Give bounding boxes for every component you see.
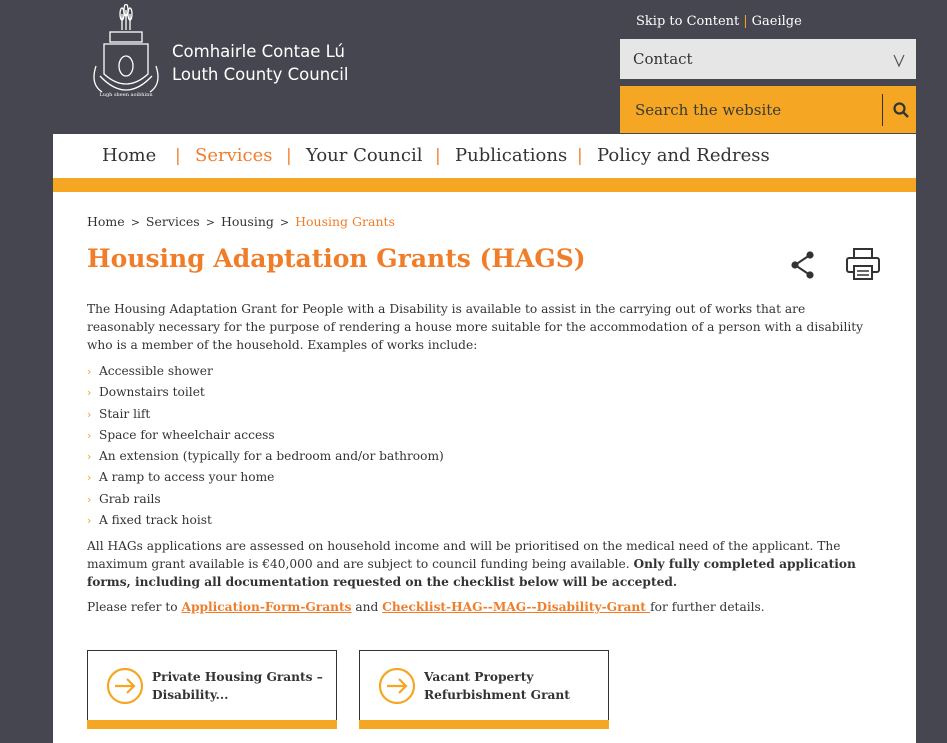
contact-label: Contact (633, 50, 693, 68)
works-list (87, 361, 867, 531)
gaeilge-link[interactable]: Gaeilge (751, 14, 802, 29)
list-item: › An extension (typically for a bedroom and/or bathroom) (87, 446, 867, 467)
card-accent-bar (359, 720, 609, 729)
card-label: Private Housing Grants – Disability... (152, 670, 323, 702)
intro-paragraph: The Housing Adaptation Grant for People with a Disability is available to assist in the carrying out of works that are reasonably necessary for the purpose of rendering a house more suitable for the accommodation of a person with a disability who is a member of the household. Examples of works include: (87, 302, 864, 352)
council-name-english: Louth County Council (172, 65, 349, 84)
page-title: Housing Adaptation Grants (HAGS) (87, 244, 586, 273)
breadcrumb-separator: > (130, 216, 140, 229)
top-links-separator: | (743, 14, 748, 29)
private-housing-grants-card[interactable] (87, 650, 337, 729)
arrow-right-circle-icon (106, 667, 144, 705)
main-panel (53, 134, 916, 743)
nav-home[interactable]: Home (102, 145, 157, 166)
share-icon[interactable] (790, 250, 816, 280)
chevron-right-icon: › (87, 514, 92, 528)
nav-separator: | (577, 146, 583, 166)
vacant-property-grant-card[interactable] (359, 650, 609, 729)
breadcrumb-current: Housing Grants (295, 214, 395, 229)
nav-separator: | (175, 146, 181, 166)
council-name[interactable] (172, 40, 348, 86)
article-content (87, 300, 867, 623)
search-bar (620, 86, 916, 133)
chevron-right-icon: › (87, 428, 92, 442)
nav-separator: | (286, 146, 292, 166)
print-icon[interactable] (845, 247, 881, 281)
search-divider (882, 94, 883, 126)
list-item: › Space for wheelchair access (87, 425, 867, 446)
search-button[interactable] (886, 86, 916, 133)
breadcrumb-services[interactable]: Services (145, 214, 200, 229)
checklist-link[interactable]: Checklist-HAG--MAG--Disability-Grant (382, 600, 651, 615)
list-item: › Stair lift (87, 404, 867, 425)
skip-to-content-link[interactable]: Skip to Content (636, 14, 740, 29)
nav-accent-bar (53, 178, 916, 192)
breadcrumb-separator: > (205, 216, 215, 229)
chevron-right-icon: › (87, 407, 92, 421)
list-item: › A ramp to access your home (87, 467, 867, 488)
assessment-paragraph: All HAGs applications are assessed on household income and will be prioritised on the medical need of the applicant. The maximum grant available is €40,000 and are subject to council funding being available. Only fully completed application forms, including all documentation requested on the checklist below will be accepted. (87, 539, 856, 590)
chevron-right-icon: › (87, 450, 92, 464)
council-crest-logo[interactable] (86, 4, 172, 104)
top-links (636, 14, 802, 29)
chevron-right-icon: › (87, 471, 92, 485)
card-accent-bar (87, 720, 337, 729)
nav-services[interactable]: Services (195, 145, 273, 166)
chevron-right-icon: › (87, 365, 92, 378)
svg-text:Lugh sheen aoibhinn: Lugh sheen aoibhinn (99, 92, 153, 98)
assessment-bold-note: Only fully completed application forms, including all documentation requested on the checklist below will be accepted. (87, 557, 856, 590)
breadcrumb (87, 214, 395, 229)
search-input[interactable] (620, 86, 882, 133)
nav-publications[interactable]: Publications (455, 145, 568, 166)
chevron-right-icon: › (87, 386, 92, 400)
list-item: › Accessible shower (87, 361, 867, 382)
chevron-right-icon: › (87, 492, 92, 506)
council-name-irish: Comhairle Contae Lú (172, 42, 346, 61)
search-icon (893, 102, 909, 118)
breadcrumb-housing[interactable]: Housing (220, 214, 274, 229)
main-nav (53, 134, 916, 178)
list-item: › A fixed track hoist (87, 510, 867, 531)
breadcrumb-home[interactable]: Home (87, 214, 125, 229)
arrow-right-circle-icon (378, 667, 416, 705)
nav-separator: | (435, 146, 441, 166)
nav-policy-and-redress[interactable]: Policy and Redress (597, 145, 770, 166)
list-item: › Grab rails (87, 489, 867, 510)
contact-dropdown[interactable] (620, 39, 916, 79)
list-item: › Downstairs toilet (87, 382, 867, 403)
refer-paragraph: Please refer to Application-Form-Grants and Checklist-HAG--MAG--Disability-Grant for further details. (87, 600, 765, 615)
card-label: Vacant Property Refurbishment Grant (424, 670, 570, 702)
nav-your-council[interactable]: Your Council (306, 145, 423, 166)
application-form-link[interactable]: Application-Form-Grants (181, 600, 352, 615)
breadcrumb-separator: > (279, 216, 290, 229)
